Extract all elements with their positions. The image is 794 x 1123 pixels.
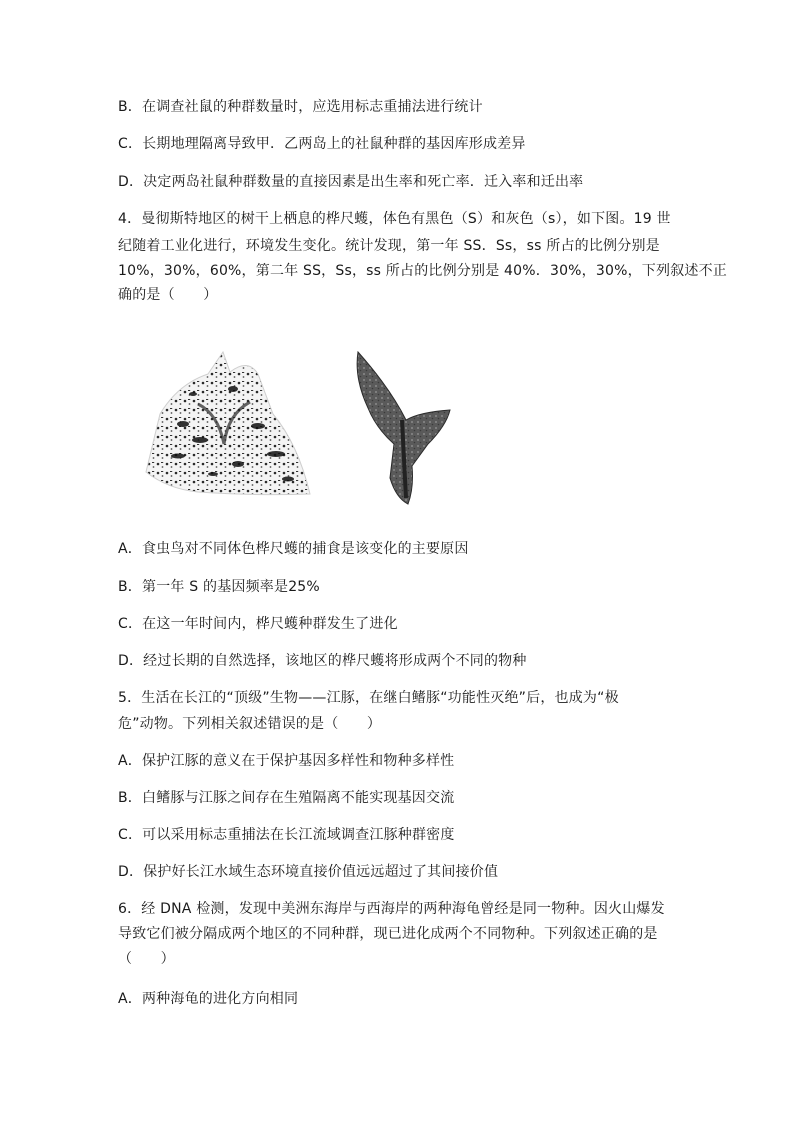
q5-stem-line-1: 5．生活在长江的“顶级”生物——江豚，在继白鳍豚“功能性灭绝”后，也成为“极: [118, 690, 619, 706]
q4-option-c: C．在这一年时间内，桦尺蠖种群发生了进化: [118, 616, 398, 632]
q4-option-b: B．第一年 S 的基因频率是25%: [118, 579, 320, 595]
light-moth-image: [138, 344, 318, 519]
q4-stem-line-3: 10%，30%，60%，第二年 SS，Ss，ss 所占的比例分别是 40%．30%，30%，下列叙述不正: [118, 263, 727, 279]
q4-option-a: A．食虫鸟对不同体色桦尺蠖的捕食是该变化的主要原因: [118, 541, 469, 557]
q3-option-b: B．在调查社鼠的种群数量时，应选用标志重捕法进行统计: [118, 99, 483, 115]
q6-option-a: A．两种海龟的进化方向相同: [118, 991, 299, 1007]
dark-moth-image: [350, 348, 460, 508]
q3-option-d: D．决定两岛社鼠种群数量的直接因素是出生率和死亡率．迁入率和迁出率: [118, 174, 584, 190]
q3-option-c: C．长期地理隔离导致甲．乙两岛上的社鼠种群的基因库形成差异: [118, 136, 526, 152]
q5-option-a: A．保护江豚的意义在于保护基因多样性和物种多样性: [118, 753, 455, 769]
q6-stem-line-1: 6．经 DNA 检测，发现中美洲东海岸与西海岸的两种海龟曾经是同一物种。因火山爆发: [118, 901, 665, 917]
q5-option-c: C．可以采用标志重捕法在长江流域调查江豚种群密度: [118, 827, 455, 843]
q5-stem-line-2: 危”动物。下列相关叙述错误的是（ ）: [118, 716, 382, 732]
moth-figure: [138, 344, 468, 519]
q4-option-d: D．经过长期的自然选择，该地区的桦尺蠖将形成两个不同的物种: [118, 653, 527, 669]
q5-option-b: B．白鳍豚与江豚之间存在生殖隔离不能实现基因交流: [118, 790, 455, 806]
q6-stem-line-3: （ ）: [118, 951, 175, 967]
q4-stem-line-4: 确的是（ ）: [118, 287, 218, 303]
q6-stem-line-2: 导致它们被分隔成两个地区的不同种群，现已进化成两个不同物种。下列叙述正确的是: [118, 926, 658, 942]
q5-option-d: D．保护好长江水域生态环境直接价值远远超过了其间接价值: [118, 864, 499, 880]
q4-stem-line-2: 纪随着工业化进行，环境发生变化。统计发现，第一年 SS．Ss，ss 所占的比例分别是: [118, 238, 660, 254]
q4-stem-line-1: 4．曼彻斯特地区的树干上栖息的桦尺蠖，体色有黑色（S）和灰色（s），如下图。19 世: [118, 211, 671, 227]
